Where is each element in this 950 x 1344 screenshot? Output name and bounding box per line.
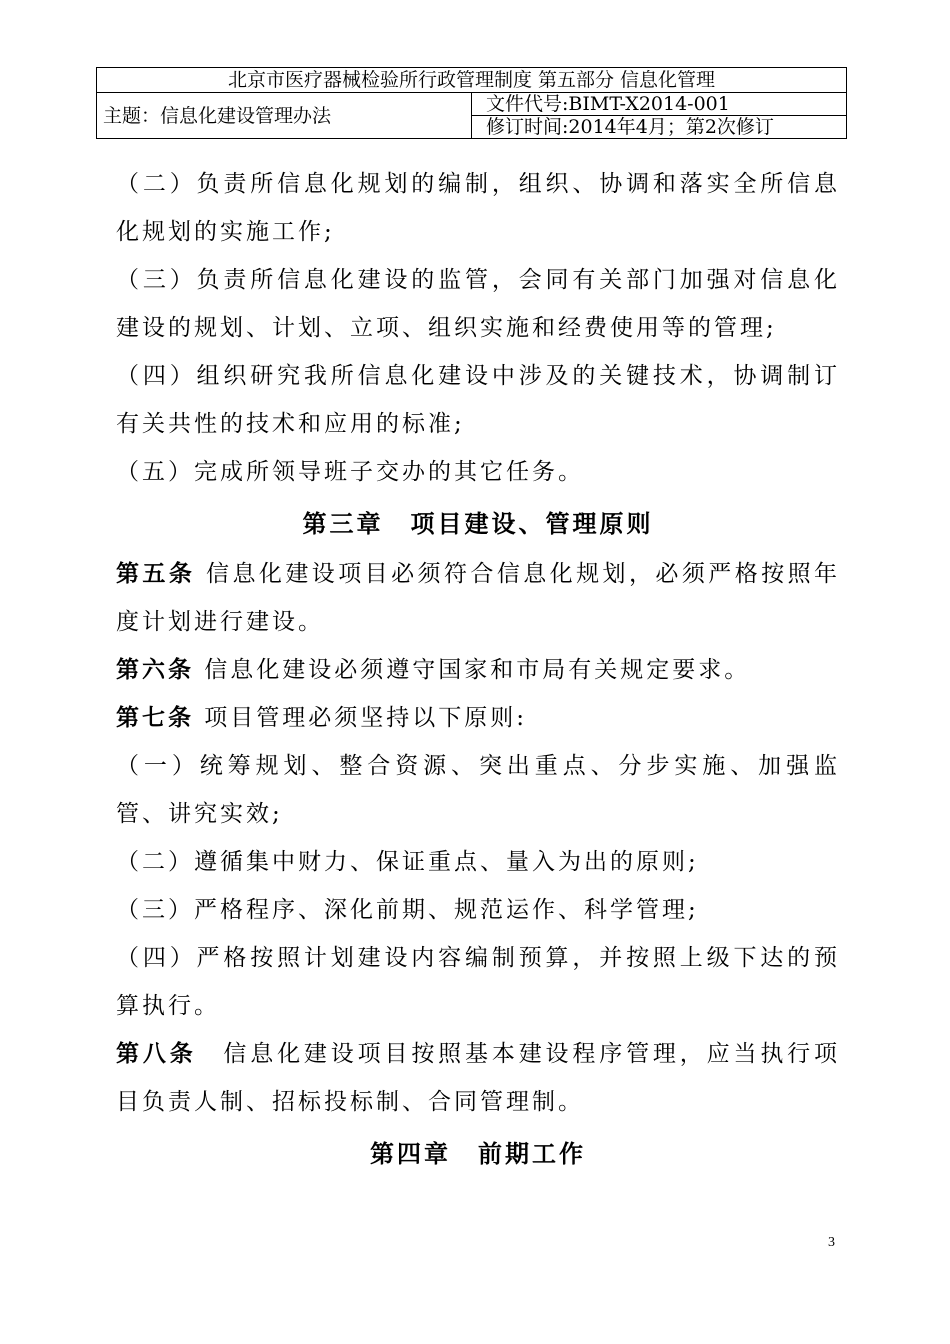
header-doc-code: 文件代号:BIMT-X2014-001	[472, 93, 847, 116]
article-7-item-4: （四）严格按照计划建设内容编制预算，并按照上级下达的预算执行。	[116, 945, 840, 1019]
article-5-text: 信息化建设项目必须符合信息化规划，必须严格按照年度计划进行建设。	[116, 561, 841, 635]
article-6	[116, 646, 840, 694]
paragraph-duty-3: （三）负责所信息化建设的监管，会同有关部门加强对信息化建设的规划、计划、立项、组织实施和经费使用等的管理;	[116, 267, 840, 341]
paragraph-duty-4: （四）组织研究我所信息化建设中涉及的关键技术，协调制订有关共性的技术和应用的标准;	[116, 363, 840, 437]
paragraph-duty-2: （二）负责所信息化规划的编制，组织、协调和落实全所信息化规划的实施工作;	[116, 171, 840, 245]
header-title: 北京市医疗器械检验所行政管理制度 第五部分 信息化管理	[97, 68, 847, 93]
chapter-4-heading: 第四章 前期工作	[370, 1140, 586, 1168]
article-8-text: 信息化建设项目按照基本建设程序管理，应当执行项目负责人制、招标投标制、合同管理制。	[116, 1041, 841, 1115]
header-revision: 修订时间:2014年4月；第2次修订	[472, 116, 847, 139]
article-5	[116, 550, 840, 646]
article-8	[116, 1030, 840, 1126]
article-7-label: 第七条	[116, 705, 194, 731]
article-8-label: 第八条	[116, 1041, 197, 1067]
document-header-table	[96, 67, 847, 139]
page-number: 3	[828, 1235, 835, 1250]
document-body	[116, 160, 840, 1180]
header-subject: 主题：信息化建设管理办法	[97, 93, 472, 139]
article-7-text: 项目管理必须坚持以下原则:	[194, 705, 528, 731]
article-7-item-2: （二）遵循集中财力、保证重点、量入为出的原则;	[116, 849, 699, 875]
article-7	[116, 694, 840, 742]
article-5-label: 第五条	[116, 561, 196, 587]
article-7-item-3: （三）严格程序、深化前期、规范运作、科学管理;	[116, 897, 699, 923]
chapter-3-heading: 第三章 项目建设、管理原则	[302, 510, 654, 538]
article-6-text: 信息化建设必须遵守国家和市局有关规定要求。	[194, 657, 751, 683]
paragraph-duty-5: （五）完成所领导班子交办的其它任务。	[116, 459, 584, 485]
article-7-item-1: （一）统筹规划、整合资源、突出重点、分步实施、加强监管、讲究实效;	[116, 753, 840, 827]
article-6-label: 第六条	[116, 657, 194, 683]
